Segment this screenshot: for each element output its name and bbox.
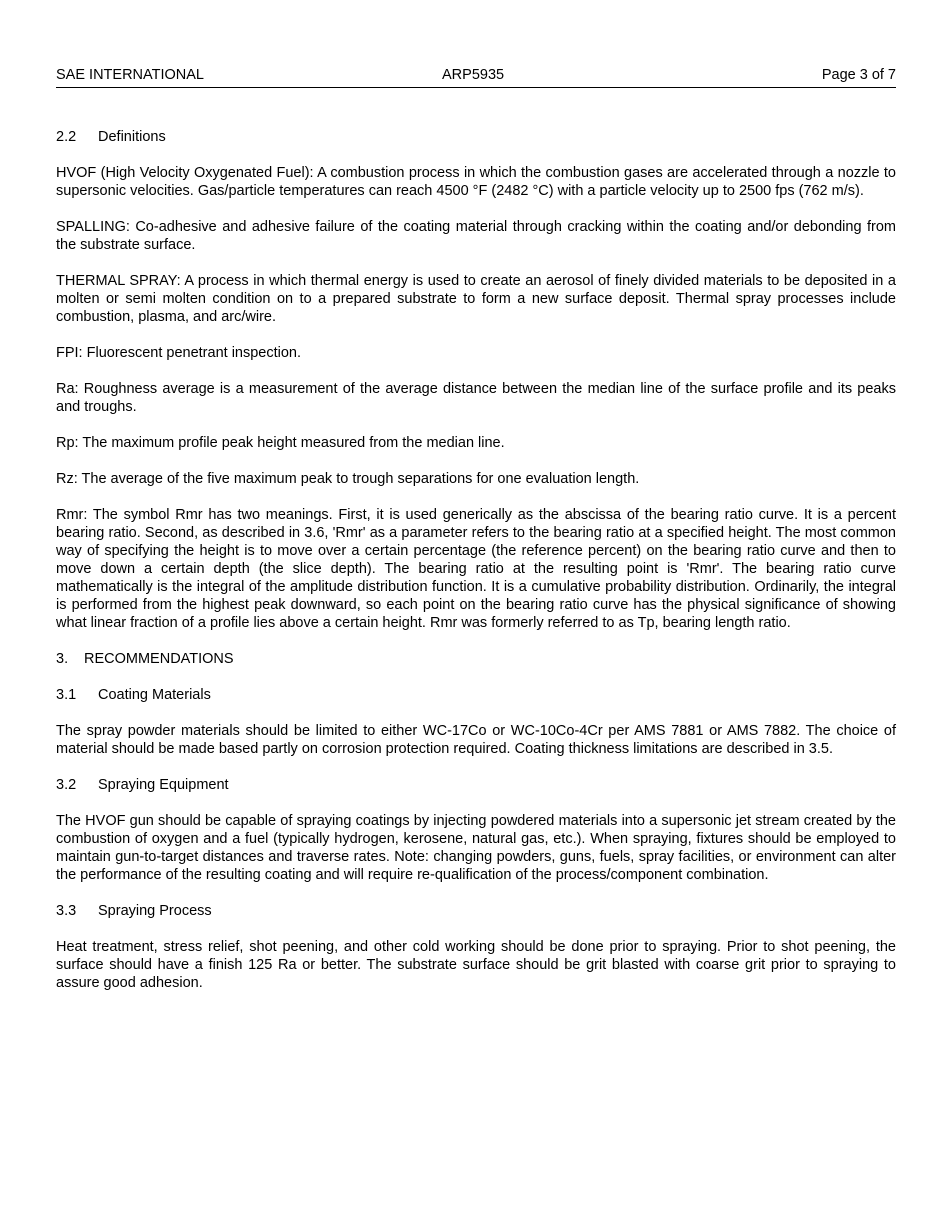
definition-ra: Ra: Roughness average is a measurement of the average distance between the median line of the surface profile and its peaks and troughs. [56,381,896,415]
page-header [56,66,896,88]
section-title: Spraying Process [98,903,212,919]
definition-rz: Rz: The average of the five maximum peak to trough separations for one evaluation length. [56,471,640,487]
section-heading-definitions [56,128,896,146]
section-heading-coating-materials [56,686,896,704]
definition-thermal-spray: THERMAL SPRAY: A process in which thermal energy is used to create an aerosol of finely divided materials to be deposited in a molten or semi molten condition on to a prepared substrate to form a new surface deposit. Thermal spray processes include combustion, plasma, and arc/wire. [56,273,896,325]
section-number: 3.1 [56,687,77,703]
section-number: 3.2 [56,777,77,793]
section-title: RECOMMENDATIONS [84,651,234,667]
header-organization: SAE INTERNATIONAL [56,67,204,83]
definition-hvof: HVOF (High Velocity Oxygenated Fuel): A combustion process in which the combustion gases are accelerated through a nozzle to supersonic velocities. Gas/particle temperatures can reach 4500 °F (2482 °C) with a particle velocity up to 2500 fps (762 m/s). [56,165,896,199]
definition-fpi: FPI: Fluorescent penetrant inspection. [56,345,302,361]
section-title: Definitions [98,129,166,145]
paragraph-coating-materials: The spray powder materials should be limited to either WC-17Co or WC-10Co-4Cr per AMS 7881 or AMS 7882. The choice of material should be made based partly on corrosion protection required. Coating thickness limitations are described in 3.5. [56,723,896,757]
section-title: Spraying Equipment [98,777,229,793]
header-document-number: ARP5935 [442,67,505,83]
paragraph-spraying-equipment: The HVOF gun should be capable of spraying coatings by injecting powdered materials into a supersonic jet stream created by the combustion of oxygen and a fuel (typically hydrogen, kerosene, natural gas, etc.). When spraying, fixtures should be employed to maintain gun-to-target distances and traverse rates. Note: changing powders, guns, fuels, spray facilities, or environment can alter the performance of the resulting coating and will require re-qualification of the process/component combination. [56,813,896,883]
section-number: 3. [56,651,69,667]
section-heading-spraying-equipment [56,776,896,794]
section-heading-spraying-process [56,902,896,920]
section-heading-recommendations [56,650,896,668]
section-number: 2.2 [56,129,77,145]
definition-rmr: Rmr: The symbol Rmr has two meanings. First, it is used generically as the abscissa of the bearing ratio curve. It is a percent bearing ratio. Second, as described in 3.6, 'Rmr' as a parameter refers to the bearing ratio at a specified height. The most common way of specifying the height is to move over a certain percentage (the reference percent) on the bearing ratio curve and then to move down a certain depth (the slice depth). The bearing ratio at the resulting point is 'Rmr'. The bearing ratio curve mathematically is the integral of the amplitude distribution function. It is a cumulative probability distribution. Ordinarily, the integral is performed from the highest peak downward, so each point on the bearing ratio curve has the physical significance of showing what linear fraction of a profile lies above a certain height. Rmr was formerly referred to as Tp, bearing length ratio. [56,507,896,631]
section-number: 3.3 [56,903,77,919]
section-title: Coating Materials [98,687,211,703]
definition-rp: Rp: The maximum profile peak height measured from the median line. [56,435,505,451]
paragraph-spraying-process: Heat treatment, stress relief, shot peening, and other cold working should be done prior to spraying. Prior to shot peening, the surface should have a finish 125 Ra or better. The substrate surface should be grit blasted with coarse grit prior to spraying to assure good adhesion. [56,939,896,991]
document-body [56,128,896,1010]
header-page-number: Page 3 of 7 [821,67,896,83]
definition-spalling: SPALLING: Co-adhesive and adhesive failure of the coating material through cracking within the coating and/or debonding from the substrate surface. [56,219,896,253]
